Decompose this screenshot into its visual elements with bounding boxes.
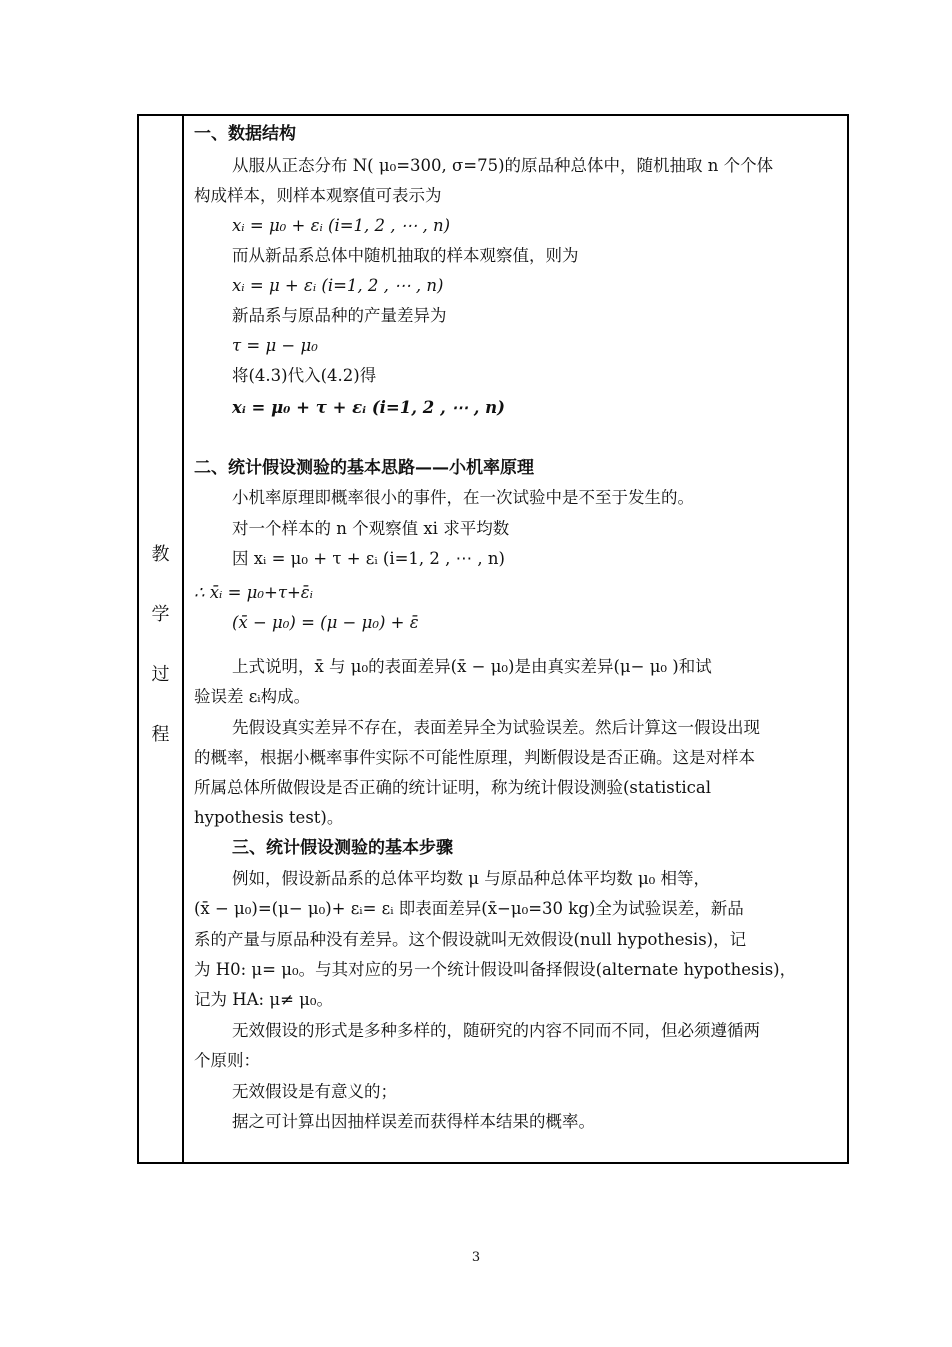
- sec3-paragraph-1-line-3: 系的产量与原品种没有差异。这个假设就叫无效假设(null hypothesis)，记: [194, 930, 747, 949]
- sec1-paragraph-4: 将(4.3)代入(4.2)得: [232, 366, 377, 385]
- sec1-paragraph-1-line-2: 构成样本，则样本观察值可表示为: [194, 186, 442, 205]
- sec2-paragraph-4-line-1: 上式说明，x̄ 与 μ₀的表面差异(x̄ − μ₀)是由真实差异(μ− μ₀ )和试: [232, 657, 712, 676]
- sec2-paragraph-5-line-1: 先假设真实差异不存在，表面差异全为试验误差。然后计算这一假设出现: [232, 718, 760, 737]
- sec1-paragraph-3: 新品系与原品种的产量差异为: [232, 306, 447, 325]
- section-2-heading: 二、统计假设测验的基本思路——小机率原理: [194, 458, 534, 478]
- sec3-paragraph-3: 无效假设是有意义的；: [232, 1082, 397, 1101]
- section-1-heading: 一、数据结构: [194, 124, 296, 144]
- sec2-paragraph-5-line-4: hypothesis test)。: [194, 808, 344, 827]
- sec2-paragraph-1: 小机率原理即概率很小的事件，在一次试验中是不至于发生的。: [232, 488, 694, 507]
- sec2-paragraph-3: 因 xᵢ = μ₀ + τ + εᵢ (i=1, 2 , ⋯ , n): [232, 549, 505, 568]
- sec3-paragraph-1-line-4: 为 H0: μ= μ₀。与其对应的另一个统计假设叫备择假设(alternate hypothesis)，: [194, 960, 797, 979]
- sec2-paragraph-2: 对一个样本的 n 个观察值 xi 求平均数: [232, 519, 510, 538]
- label-char-3: 过: [151, 664, 170, 685]
- equation-1: xᵢ = μ₀ + εᵢ (i=1, 2 , ⋯ , n): [232, 216, 451, 235]
- page-number: 3: [471, 1250, 481, 1265]
- section-label-column: [139, 116, 184, 1162]
- sec2-paragraph-5-line-3: 所属总体所做假设是否正确的统计证明，称为统计假设测验(statistical: [194, 778, 712, 797]
- sec3-paragraph-1-line-1: 例如，假设新品系的总体平均数 μ 与原品种总体平均数 μ₀ 相等，: [232, 869, 711, 888]
- section-3-heading: 三、统计假设测验的基本步骤: [232, 838, 453, 858]
- sec3-paragraph-2-line-1: 无效假设的形式是多种多样的，随研究的内容不同而不同，但必须遵循两: [232, 1021, 760, 1040]
- equation-3: τ = μ − μ₀: [232, 336, 318, 355]
- sec2-paragraph-4-line-2: 验误差 εᵢ构成。: [194, 687, 311, 706]
- equation-4: xᵢ = μ₀ + τ + εᵢ (i=1, 2 , ⋯ , n): [232, 398, 505, 417]
- content-table: [137, 114, 849, 1164]
- equation-difference: (x̄ − μ₀) = (μ − μ₀) + ε̄: [232, 613, 419, 632]
- sec3-paragraph-1-line-5: 记为 HA: μ≠ μ₀。: [194, 990, 333, 1009]
- sec2-paragraph-5-line-2: 的概率，根据小概率事件实际不可能性原理，判断假设是否正确。这是对样本: [194, 748, 755, 767]
- equation-mean: ∴ x̄ᵢ = μ₀+τ+ε̄ᵢ: [194, 583, 313, 602]
- sec3-paragraph-1-line-2: (x̄ − μ₀)=(μ− μ₀)+ εᵢ= εᵢ 即表面差异(x̄−μ₀=30 kg)全为试验误差，新品: [194, 899, 744, 918]
- label-char-1: 教: [151, 544, 170, 565]
- sec3-paragraph-2-line-2: 个原则：: [194, 1051, 260, 1070]
- sec1-paragraph-2: 而从新品系总体中随机抽取的样本观察值，则为: [232, 246, 579, 265]
- label-char-2: 学: [151, 604, 170, 625]
- equation-2: xᵢ = μ + εᵢ (i=1, 2 , ⋯ , n): [232, 276, 444, 295]
- sec3-paragraph-4: 据之可计算出因抽样误差而获得样本结果的概率。: [232, 1112, 595, 1131]
- sec1-paragraph-1-line-1: 从服从正态分布 N( μ₀=300, σ=75)的原品种总体中，随机抽取 n 个个体: [232, 156, 774, 175]
- label-char-4: 程: [151, 724, 170, 745]
